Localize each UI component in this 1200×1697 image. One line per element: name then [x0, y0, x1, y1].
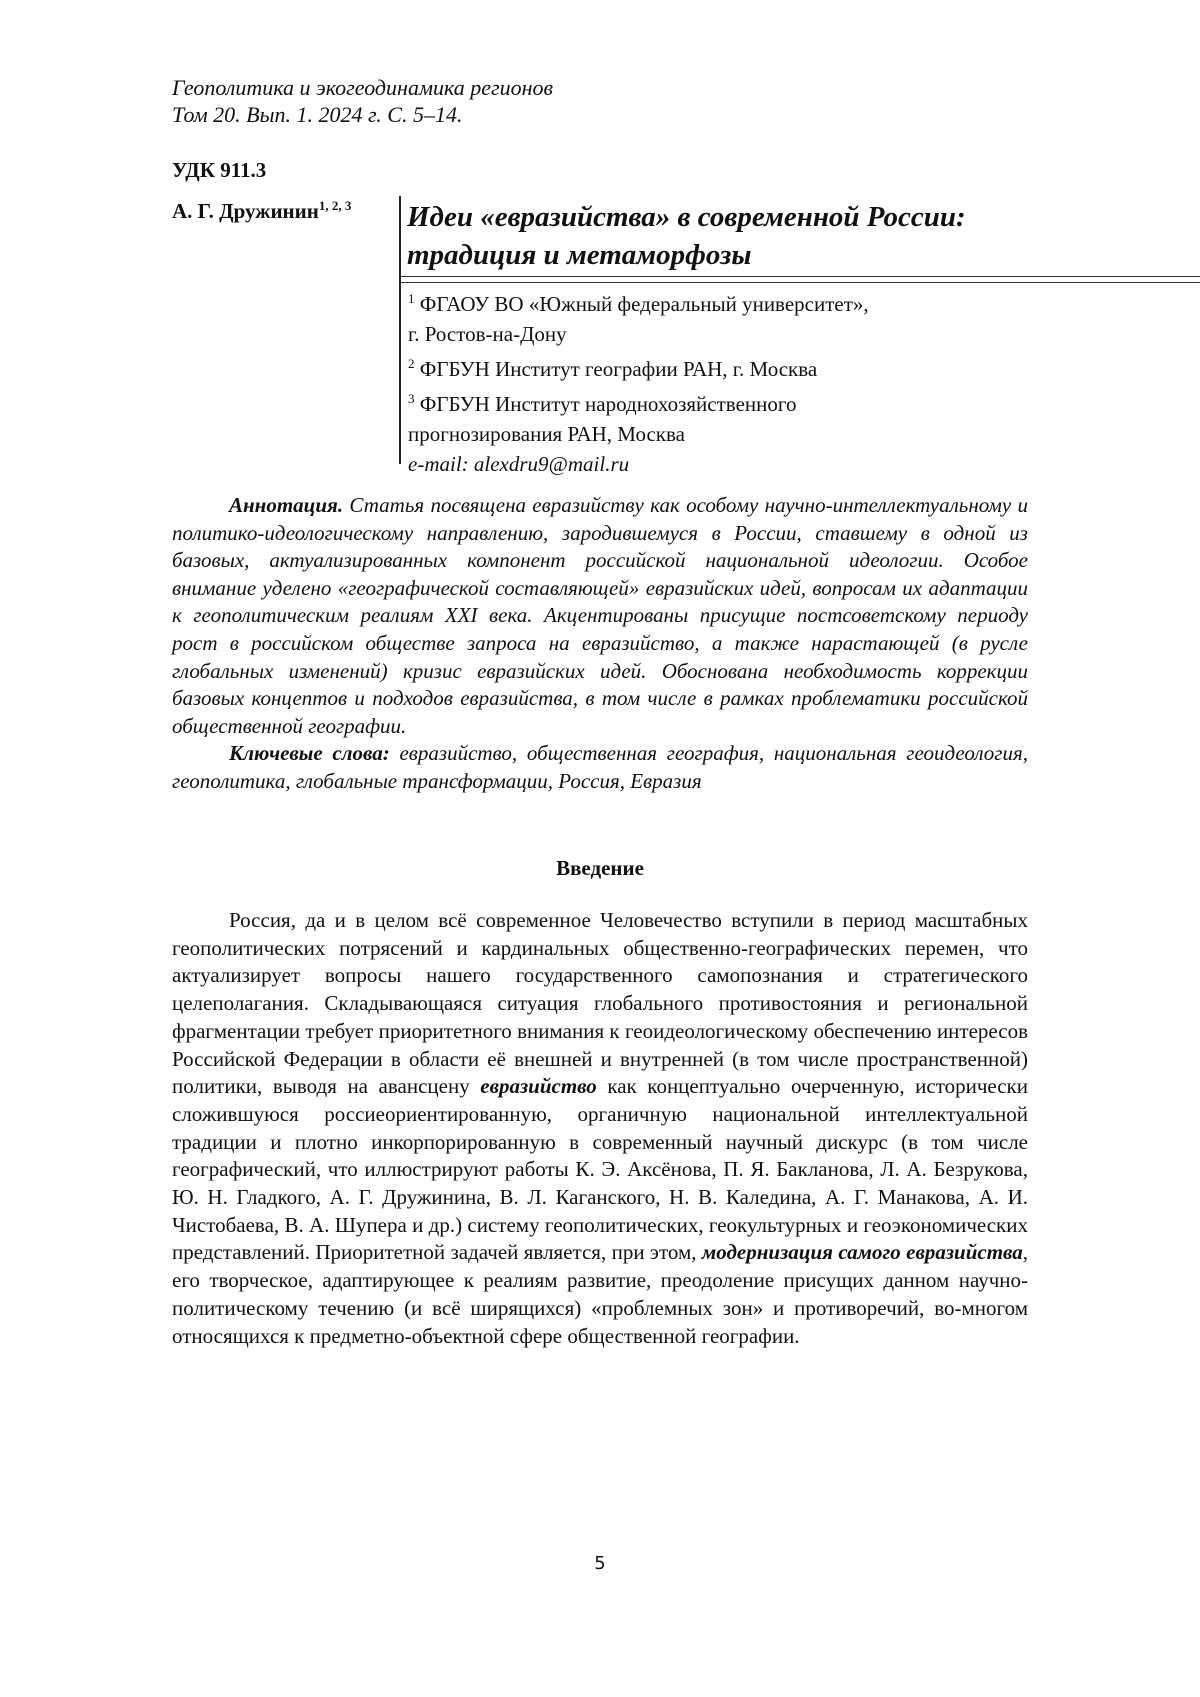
affiliation-1 [408, 284, 1028, 319]
body-paragraph-part-1: Россия, да и в целом всё современное Человечество вступили в период масштабных геополитических потрясений и кардинальных общественно-географических перемен, что актуализирует вопросы нашего государственного самопознания и стратегического целеполагания. Складывающаяся ситуация глобального противостояния и региональной фрагментации требует приоритетного внимания к геоидеологическому обеспечению интересов Российской Федерации в области её внешней и внутренней (в том числе пространственной) политики, выводя на авансцену [172, 908, 1028, 1099]
emphasis-modernization: модернизация самого евразийства [701, 1240, 1023, 1265]
keywords-label: Ключевые слова: [229, 741, 390, 766]
affiliation-2-number: 2 [408, 356, 415, 371]
affiliation-2-line-1: ФГБУН Институт географии РАН, г. Москва [419, 357, 818, 381]
affiliation-3 [408, 384, 1028, 419]
keywords-text: евразийство, общественная география, национальная геоидеология, геополитика, глобальные трансформации, Россия, Евразия [172, 741, 1029, 793]
body-paragraph-part-3: , его творческое, адаптирующее к реалиям развитие, преодоление присущих данном научно-политическому течению (и всё ширящихся) «проблемных зон» и противоречий, во-многом относящихся к предметно-объектной сфере общественной географии. [172, 1240, 1029, 1348]
affiliation-1-number: 1 [408, 291, 415, 306]
journal-issue: Том 20. Вып. 1. 2024 г. С. 5–14. [172, 102, 463, 127]
title-rule-bottom [400, 282, 1200, 283]
author-block [172, 198, 351, 224]
affiliation-2 [408, 349, 1028, 384]
affiliation-3-number: 3 [408, 391, 415, 406]
journal-header [172, 74, 553, 128]
affiliations [408, 284, 1028, 479]
affiliation-1-city: г. Ростов-на-Дону [408, 322, 567, 346]
abstract-text: Статья посвящена евразийству как особому научно-интеллектуальному и политико-идеологическому направлению, зародившемуся в России, ставшему в одной из базовых, актуализированных компонент российской национальной идеологии. Особое внимание уделено «географической составляющей» евразийских идей, вопросам их адаптации к геополитическим реалиям XXI века. Акцентированы присущие постсоветскому периоду рост в российском обществе запроса на евразийство, а также нарастающей (в русле глобальных изменений) кризис евразийских идей. Обоснована необходимость коррекции базовых концептов и подходов евразийства, в том числе в рамках проблематики российской общественной географии. [172, 493, 1028, 738]
page-number: 5 [594, 1553, 606, 1574]
section-heading: Введение [556, 856, 644, 880]
udk-code: УДК 911.3 [172, 158, 267, 182]
keywords-paragraph [172, 740, 1028, 795]
title-rule-top [400, 276, 1200, 277]
affiliation-3-line-1: ФГБУН Институт народнохозяйственного [419, 392, 797, 416]
author-affiliation-marks: 1, 2, 3 [318, 198, 352, 213]
affiliation-1-line-1: ФГАОУ ВО «Южный федеральный университет», [419, 292, 869, 316]
body-text [172, 907, 1028, 1350]
title-vertical-rule [399, 196, 401, 464]
abstract-paragraph [172, 492, 1028, 740]
article-title-line-1: Идеи «евразийства» в современной России: [407, 201, 966, 233]
body-paragraph [172, 907, 1028, 1350]
emphasis-eurasianism: евразийство [480, 1074, 597, 1099]
body-paragraph-part-2: как концептуально очерченную, исторически сложившуюся россиеориентированную, органичную национальной интеллектуальной традиции и плотно инкорпорированную в современный научный дискурс (в том числе географический, что иллюстрируют работы К. Э. Аксёнова, П. Я. Бакланова, Л. А. Безрукова, Ю. Н. Гладкого, А. Г. Дружинина, В. Л. Каганского, Н. В. Каледина, А. Г. Манакова, А. И. Чистобаева, В. А. Шупера и др.) систему геополитических, геокультурных и геоэкономических представлений. Приоритетной задачей является, при этом, [172, 1074, 1029, 1265]
author-name: А. Г. Дружинин [172, 199, 319, 223]
abstract [172, 492, 1028, 796]
author-email[interactable]: e-mail: alexdru9@mail.ru [408, 452, 630, 476]
journal-title: Геополитика и экогеодинамика регионов [172, 75, 554, 100]
affiliation-3-line-2: прогнозирования РАН, Москва [408, 422, 685, 446]
abstract-label: Аннотация. [229, 493, 344, 517]
article-title-line-2: традиция и метаморфозы [407, 239, 752, 271]
article-title [407, 198, 1047, 274]
